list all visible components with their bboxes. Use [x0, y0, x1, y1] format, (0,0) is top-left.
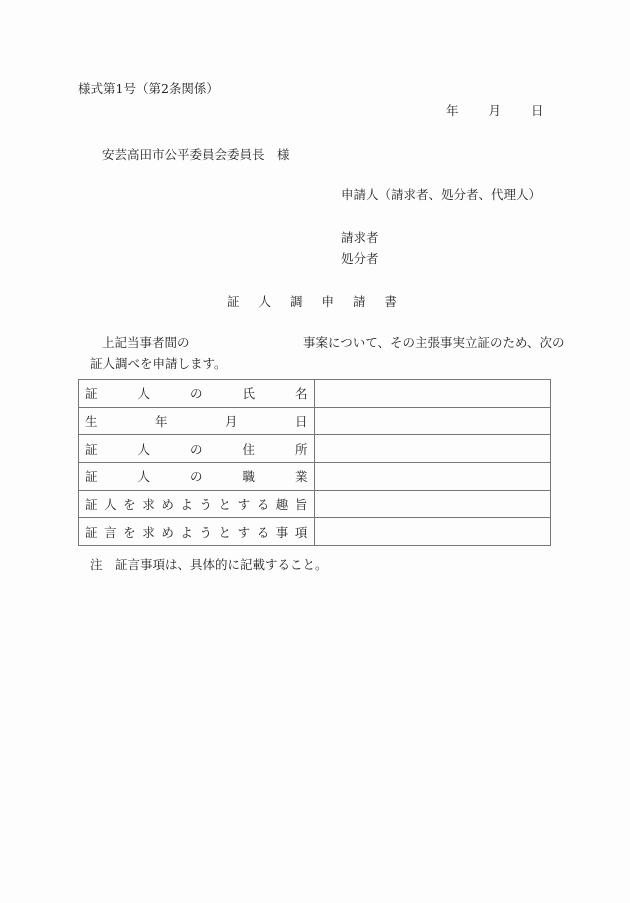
table-row — [79, 435, 551, 463]
row-label-witness-occupation: 証 人 の 職 業 — [85, 469, 308, 485]
page-title: 証 人 調 申 請 書 — [227, 294, 397, 309]
birthdate-field[interactable] — [314, 407, 550, 435]
addressee: 安芸高田市公平委員会委員長 様 — [102, 147, 290, 162]
form-number: 様式第1号（第2条関係） — [78, 81, 219, 96]
table-row — [79, 463, 551, 491]
body-line1-suffix: 事案について、その主張事実立証のため、次の — [303, 335, 565, 350]
row-label-testimony-matters: 証 言 を 求 め よ う と す る 事 項 — [85, 524, 308, 540]
row-label-birthdate: 生 年 月 日 — [85, 414, 308, 430]
table-row — [79, 490, 551, 518]
table-row — [79, 380, 551, 408]
purpose-field[interactable] — [314, 490, 550, 518]
witness-address-field[interactable] — [314, 435, 550, 463]
table-row — [79, 518, 551, 546]
claimant-label: 請求者 — [341, 230, 379, 245]
row-label-witness-address: 証 人 の 住 所 — [85, 441, 308, 457]
footnote: 注 証言事項は、具体的に記載すること。 — [90, 557, 328, 572]
witness-occupation-field[interactable] — [314, 463, 550, 491]
witness-name-field[interactable] — [314, 380, 550, 408]
date-year: 年 — [446, 103, 459, 118]
row-label-purpose: 証 人 を 求 め よ う と す る 趣 旨 — [85, 497, 308, 513]
body-line2: 証人調べを申請します。 — [90, 356, 227, 371]
row-label-witness-name: 証 人 の 氏 名 — [85, 386, 308, 402]
table-row — [79, 407, 551, 435]
applicant-heading: 申請人（請求者、処分者、代理人） — [341, 187, 542, 202]
witness-table — [78, 379, 551, 546]
date-month: 月 — [488, 103, 501, 118]
respondent-label: 処分者 — [341, 251, 379, 266]
date-day: 日 — [530, 103, 544, 118]
date-line — [446, 103, 543, 119]
testimony-matters-field[interactable] — [314, 518, 550, 546]
body-line1-prefix: 上記当事者間の — [102, 335, 190, 350]
